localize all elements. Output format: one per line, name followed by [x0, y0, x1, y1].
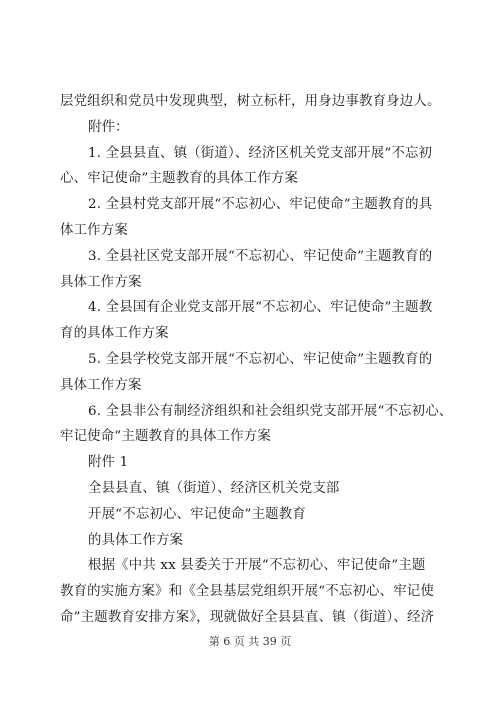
- attachment-item: 3. 全县社区党支部开展“不忘初心、牢记使命”主题教育的: [88, 248, 433, 264]
- body-line: 层党组织和党员中发现典型，树立标杆，用身边事教育身边人。: [60, 94, 441, 109]
- appendix-title-line: 开展“不忘初心、牢记使命”主题教育: [88, 506, 306, 522]
- appendix-title-line: 的具体工作方案: [88, 532, 184, 548]
- attachment-item-cont: 体工作方案: [60, 223, 128, 238]
- attachments-heading: 附件：: [88, 119, 129, 135]
- attachment-item: 5. 全县学校党支部开展“不忘初心、牢记使命”主题教育的: [88, 352, 433, 367]
- attachment-item-cont: 具体工作方案: [60, 274, 142, 290]
- attachment-item: 6. 全县非公有制经济组织和社会组织党支部开展“不忘初心、: [88, 403, 453, 419]
- attachment-item: 2. 全县村党支部开展“不忘初心、牢记使命”主题教育的具: [88, 197, 433, 213]
- attachment-item: 4. 全县国有企业党支部开展“不忘初心、牢记使命”主题教: [88, 300, 433, 316]
- body-line: 根据《中共 xx 县委关于开展“不忘初心、牢记使命”主题: [88, 558, 426, 574]
- attachment-item: 1. 全县县直、镇（街道）、经济区机关党支部开展“不忘初: [88, 145, 433, 161]
- page-footer: 第 6 页 共 39 页: [208, 635, 292, 648]
- attachment-item-cont: 牢记使命”主题教育的具体工作方案: [60, 429, 271, 445]
- attachment-item-cont: 心、牢记使命”主题教育的具体工作方案: [60, 171, 299, 187]
- attachment-item-cont: 具体工作方案: [60, 377, 142, 393]
- body-line: 教育的实施方案》和《全县基层党组织开展“不忘初心、牢记使: [60, 584, 434, 600]
- appendix-title-line: 全县县直、镇（街道）、经济区机关党支部: [88, 481, 340, 496]
- appendix-label: 附件 1: [88, 455, 129, 471]
- attachment-item-cont: 育的具体工作方案: [60, 326, 169, 342]
- body-line: 命”主题教育安排方案》，现就做好全县县直、镇（街道）、经济: [60, 610, 435, 625]
